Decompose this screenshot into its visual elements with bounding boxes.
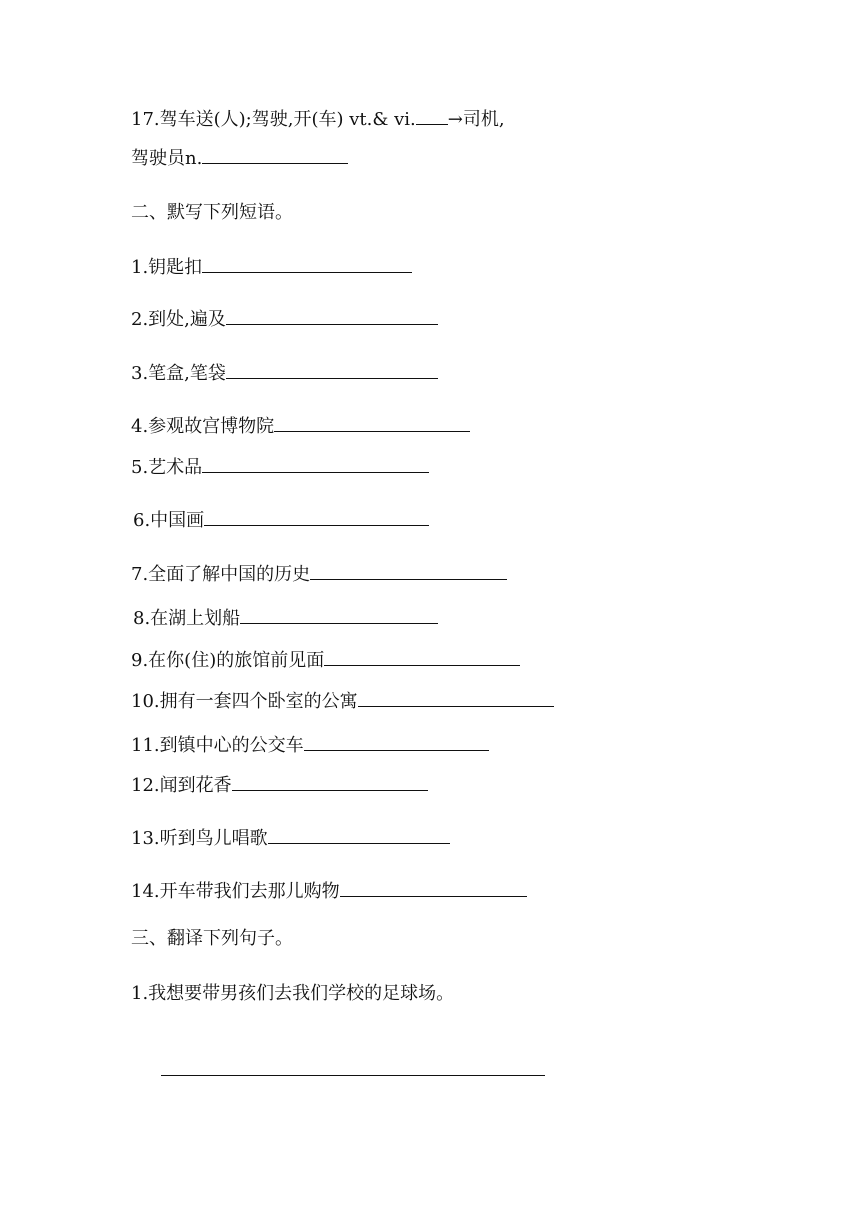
section-heading-text: 二、默写下列短语。 [131,202,293,223]
answer-blank[interactable] [304,732,489,751]
phrase-text: 5.艺术品 [131,457,203,478]
phrase-item [131,772,428,798]
phrase-item [131,647,520,673]
phrase-item [131,732,489,758]
phrase-item [131,825,450,851]
phrase-text: 3.笔盒,笔袋 [131,363,226,384]
phrase-item [131,413,470,439]
phrase-text: 8.在湖上划船 [133,608,241,629]
phrase-text: 7.全面了解中国的历史 [131,564,311,585]
answer-blank[interactable] [268,825,450,844]
answer-blank[interactable] [202,454,429,473]
section-heading [131,201,293,225]
answer-blank[interactable] [202,254,412,273]
answer-blank[interactable] [204,507,429,526]
phrase-text: 14.开车带我们去那儿购物 [131,881,340,902]
vocab-item-17 [131,106,505,132]
answer-blank[interactable] [240,605,438,624]
phrase-text: 9.在你(住)的旅馆前见面 [131,650,325,671]
answer-blank[interactable] [202,145,348,164]
phrase-item [131,306,438,332]
answer-blank[interactable] [358,688,554,707]
sentence-text: 1.我想要带男孩们去我们学校的足球场。 [131,983,455,1004]
phrase-item [131,454,429,480]
answer-line[interactable] [161,1075,545,1076]
section-heading [131,927,293,951]
phrase-text: 2.到处,遍及 [131,309,226,330]
sentence-item [131,982,454,1006]
phrase-item [131,561,507,587]
answer-blank[interactable] [226,360,438,379]
phrase-text: 4.参观故宫博物院 [131,416,275,437]
phrase-text: 6.中国画 [133,510,205,531]
phrase-item [131,360,438,386]
phrase-text: 11.到镇中心的公交车 [131,735,304,756]
answer-blank[interactable] [416,106,448,125]
answer-blank[interactable] [340,878,527,897]
phrase-item [131,688,554,714]
item-text: 驾驶员n. [131,148,203,169]
phrase-text: 12.闻到花香 [131,775,232,796]
phrase-item [133,507,429,533]
item-text: →司机, [447,109,505,130]
item-text: 17.驾车送(人);驾驶,开(车) vt.& vi. [131,109,416,130]
answer-blank[interactable] [310,561,507,580]
answer-blank[interactable] [324,647,520,666]
answer-blank[interactable] [232,772,428,791]
phrase-text: 13.听到鸟儿唱歌 [131,828,268,849]
phrase-text: 10.拥有一套四个卧室的公寓 [131,691,358,712]
phrase-item [133,605,438,631]
phrase-text: 1.钥匙扣 [131,257,203,278]
section-heading-text: 三、翻译下列句子。 [131,928,293,949]
answer-blank[interactable] [274,413,470,432]
phrase-item [131,878,527,904]
vocab-item-17-line2 [131,145,348,171]
phrase-item [131,254,412,280]
answer-blank[interactable] [226,306,438,325]
